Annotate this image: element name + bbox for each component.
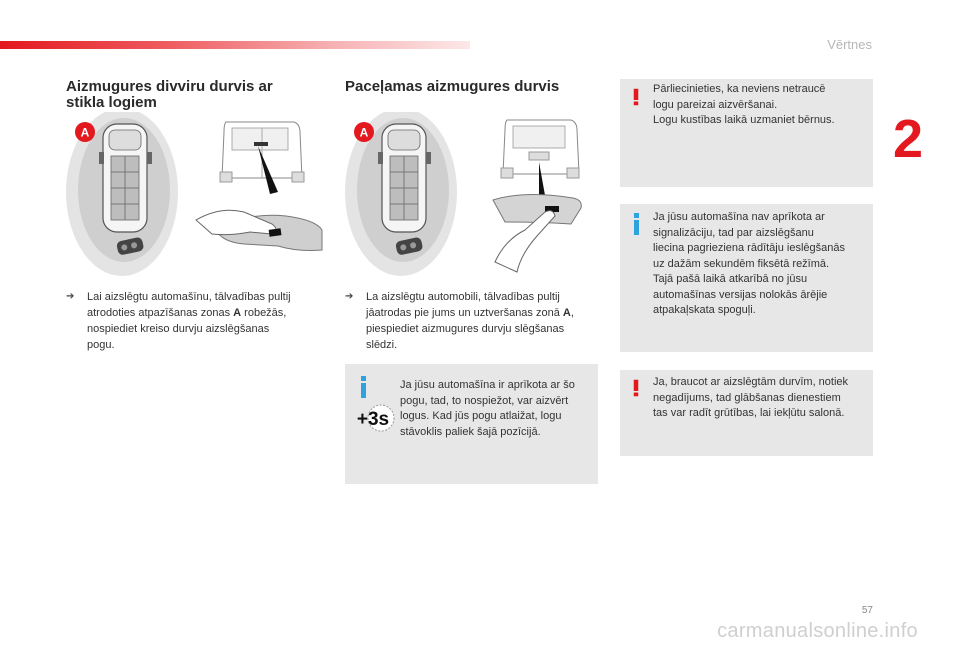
- box-line: tas var radīt grūtības, lai iekļūtu salonā.: [653, 407, 845, 419]
- zone-a-badge-label: A: [80, 125, 90, 140]
- page-number: 57: [861, 605, 873, 616]
- box-line: Logu kustības laikā uzmaniet bērnus.: [653, 114, 835, 126]
- van-top-view-icon: [99, 124, 152, 232]
- left-title-line1: Aizmugures divviru durvis ar: [66, 78, 273, 95]
- middle-section-title: Paceļamas aizmugures durvis: [345, 78, 560, 95]
- box-line: negadījums, tad glābšanas dienestiem: [653, 391, 841, 404]
- window-safety-warning-box: [620, 79, 873, 187]
- warning-icon: [633, 86, 639, 108]
- left-zone-letter: A: [233, 307, 242, 319]
- middle-text-4: piespiediet aizmugures durvju slēgšanas: [366, 323, 565, 335]
- alarm-info-text: [653, 210, 869, 319]
- left-text-2: atrodoties atpazīšanas zonas: [87, 307, 234, 319]
- box-line: atpakaļskata spoguļi.: [653, 304, 756, 316]
- accident-warning-box: [620, 370, 873, 456]
- middle-text-1: La aizslēgtu automobili, tālvadības pultij: [366, 291, 560, 303]
- arrow-bullet-icon: ➔: [66, 291, 75, 302]
- box-line: pogu, tad, to nospiežot, var aizvērt: [400, 394, 569, 407]
- middle-illustration: [345, 112, 605, 277]
- window-safety-warning-text: [653, 82, 869, 129]
- accident-warning-text: [653, 375, 871, 422]
- chapter-number: 2: [893, 109, 924, 169]
- left-text-3: robežās,: [241, 307, 287, 319]
- box-line: Ja, braucot ar aizslēgtām durvīm, notiek: [653, 376, 849, 388]
- window-close-info-text: [400, 378, 595, 440]
- zone-a-badge-label: A: [359, 125, 369, 140]
- middle-text-5: slēdzi.: [366, 339, 398, 351]
- box-line: uz dažām sekundēm fiksētā režīmā.: [653, 257, 830, 270]
- watermark: carmanualsonline.info: [717, 620, 918, 642]
- arrow-bullet-icon: ➔: [345, 291, 354, 302]
- warning-icon: [633, 377, 639, 399]
- window-close-info-box: [345, 364, 598, 484]
- hand-on-handle-icon: [196, 210, 322, 250]
- box-line: Tajā pašā laikā atkarībā no jūsu: [653, 273, 808, 285]
- box-line: liecina pagrieziena rādītāju ieslēgšanās: [653, 242, 846, 254]
- middle-instruction: [345, 289, 600, 359]
- hand-on-tailgate-switch-icon: [493, 194, 581, 272]
- box-line: Pārliecinieties, ka neviens netraucē: [653, 83, 826, 95]
- plus-3s-icon: [351, 404, 395, 432]
- left-text-4: nospiediet kreiso durvju aizslēgšanas: [87, 323, 270, 335]
- info-icon: [633, 213, 641, 235]
- van-rear-view-icon: [220, 122, 304, 182]
- left-title-line2: stikla logiem: [66, 94, 157, 111]
- left-text-1: Lai aizslēgtu automašīnu, tālvadības pultij: [87, 291, 291, 303]
- middle-text-3: ,: [570, 307, 574, 319]
- left-section-title: [66, 79, 316, 111]
- middle-text-2: jāatrodas pie jums un uztveršanas zonā: [366, 307, 563, 319]
- section-title: Vērtnes: [827, 37, 872, 52]
- box-line: logu pareizai aizvēršanai.: [653, 98, 778, 111]
- box-line: Ja jūsu automašīna ir aprīkota ar šo: [400, 379, 575, 391]
- header-accent-bar: [0, 41, 470, 49]
- box-line: automašīnas versijas nolokās ārējie: [653, 288, 828, 301]
- middle-zone-letter: A: [562, 307, 571, 319]
- left-illustration: [66, 112, 326, 277]
- box-line: Ja jūsu automašīna nav aprīkota ar: [653, 211, 825, 223]
- alarm-info-box: [620, 204, 873, 352]
- box-line: signalizāciju, tad par aizslēgšanu: [653, 226, 814, 239]
- info-icon: [359, 376, 369, 398]
- left-instruction: [66, 289, 326, 359]
- box-line: stāvoklis paliek šajā pozīcijā.: [400, 425, 541, 438]
- van-top-view-icon: [378, 124, 431, 232]
- left-text-5: pogu.: [87, 339, 115, 351]
- box-line: logus. Kad jūs pogu atlaižat, logu: [400, 410, 562, 422]
- plus-3s-label: +3s: [356, 409, 390, 430]
